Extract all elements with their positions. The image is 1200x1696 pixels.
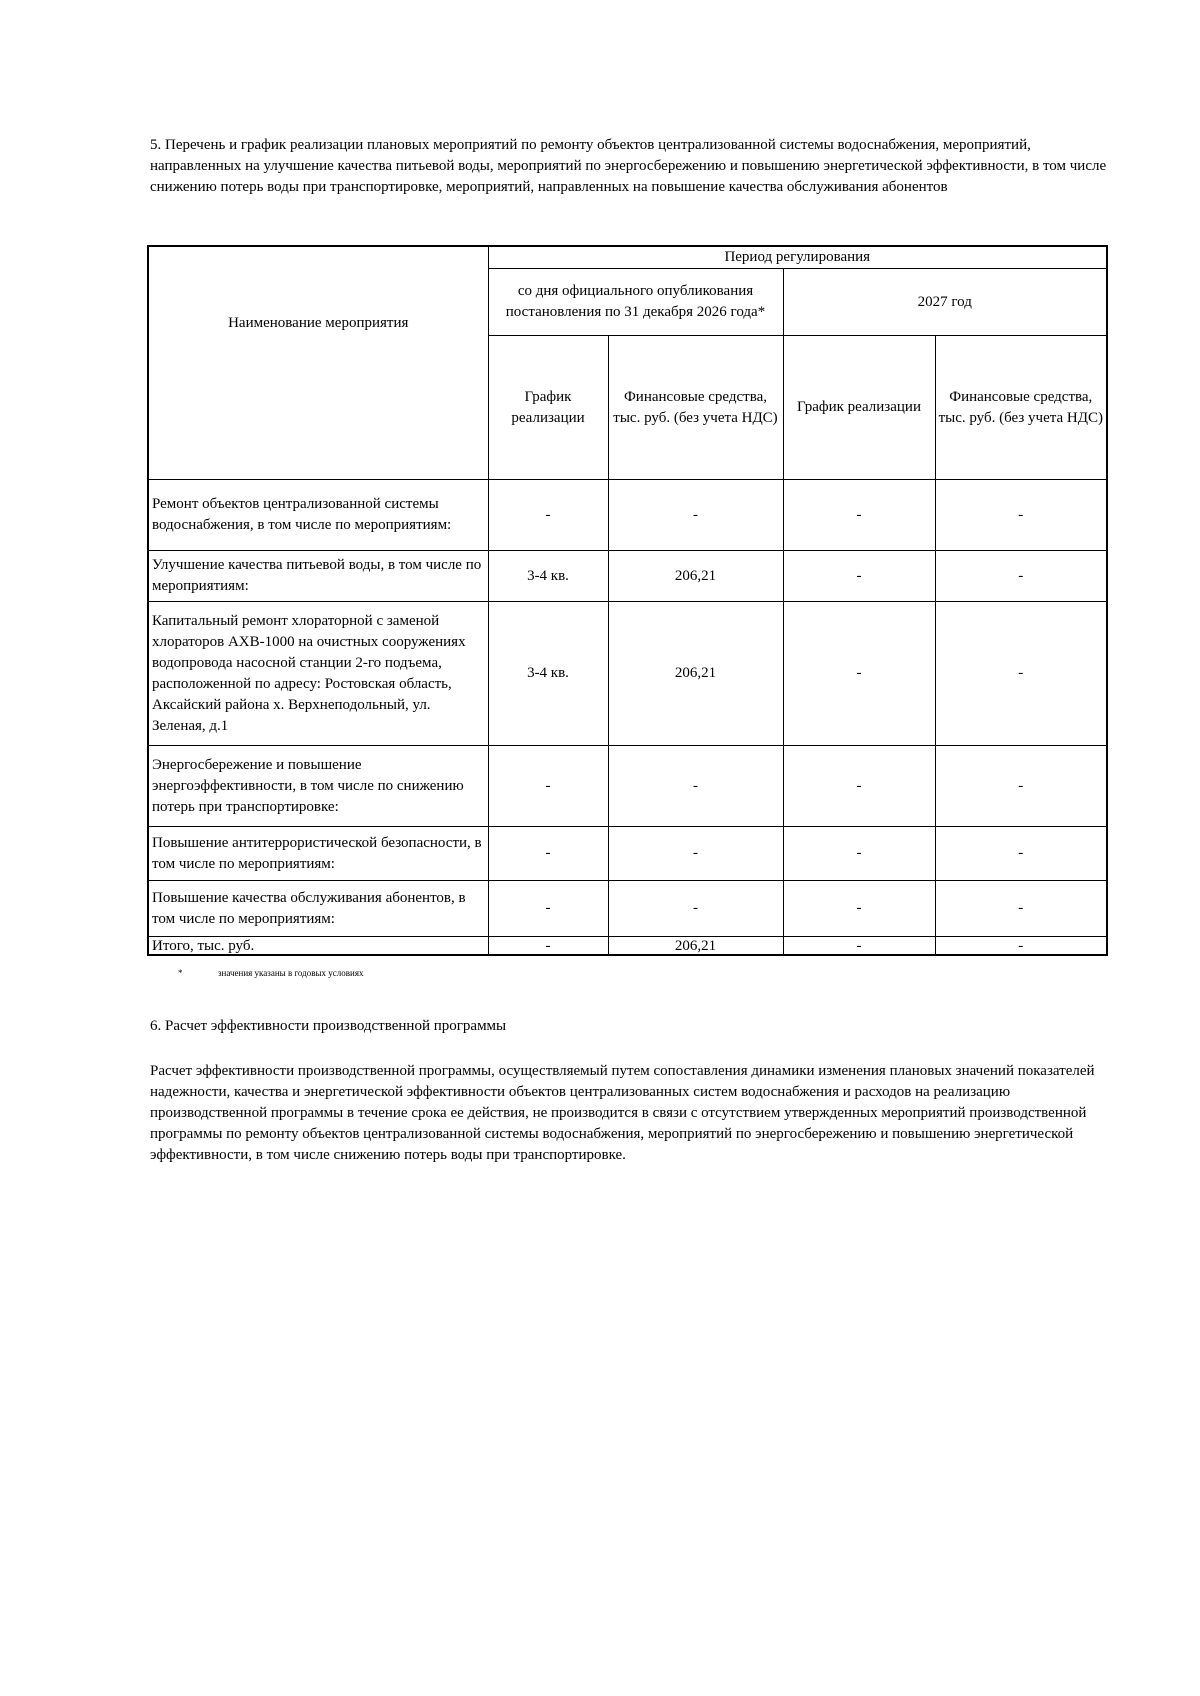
column-header-name: Наименование мероприятия — [148, 246, 488, 480]
footnote-text: значения указаны в годовых условиях — [218, 968, 364, 978]
column-header-schedule-1: График реализации — [488, 336, 608, 480]
table-row — [148, 551, 1107, 602]
total-schedule-2: - — [783, 937, 935, 956]
column-header-period: Период регулирования — [488, 246, 1107, 269]
row-name: Повышение антитеррористической безопасности, в том числе по мероприятиям: — [148, 827, 488, 881]
total-finance-1: 206,21 — [608, 937, 783, 956]
row-finance-1: - — [608, 480, 783, 551]
table-row — [148, 827, 1107, 881]
table-row — [148, 881, 1107, 937]
column-header-period-1: со дня официального опубликования постановления по 31 декабря 2026 года* — [488, 269, 783, 336]
row-name: Энергосбережение и повышение энергоэффективности, в том числе по снижению потерь при транспортировке: — [148, 746, 488, 827]
column-header-finance-1: Финансовые средства, тыс. руб. (без учета НДС) — [608, 336, 783, 480]
row-finance-2: - — [935, 602, 1107, 746]
row-schedule-1: - — [488, 746, 608, 827]
row-finance-1: 206,21 — [608, 602, 783, 746]
total-finance-2: - — [935, 937, 1107, 956]
activities-table — [147, 245, 1108, 956]
column-header-period-2: 2027 год — [783, 269, 1107, 336]
row-schedule-2: - — [783, 551, 935, 602]
row-schedule-2: - — [783, 480, 935, 551]
section-5-title: 5. Перечень и график реализации плановых мероприятий по ремонту объектов централизованной системы водоснабжения, мероприятий, направленных на улучшение качества питьевой воды, мероприятий по энергосбережению и повышению энергетической эффективности, в том числе снижению потерь воды при транспортировке, мероприятий, направленных на повышение качества обслуживания абонентов — [150, 137, 1107, 195]
section-6-body: Расчет эффективности производственной программы, осуществляемый путем сопоставления динамики изменения плановых значений показателей надежности, качества и энергетической эффективности объектов централизованных систем водоснабжения и расходов на реализацию производственной программы в течение срока ее действия, не производится в связи с отсутствием утвержденных мероприятий производственной программы по ремонту объектов централизованной системы водоснабжения, мероприятий по энергосбережению и повышению энергетической эффективности, в том числе снижению потерь воды при транспортировке. — [150, 1063, 1095, 1163]
row-finance-1: - — [608, 827, 783, 881]
row-schedule-1: - — [488, 480, 608, 551]
row-name: Капитальный ремонт хлораторной с заменой хлораторов АХВ-1000 на очистных сооружениях водопровода насосной станции 2-го подъема, расположенной по адресу: Ростовская область, Аксайский района х. Верхнеподольный, ул. Зеленая, д.1 — [148, 602, 488, 746]
column-header-finance-2: Финансовые средства, тыс. руб. (без учета НДС) — [935, 336, 1107, 480]
total-schedule-1: - — [488, 937, 608, 956]
row-finance-2: - — [935, 881, 1107, 937]
row-schedule-1: 3-4 кв. — [488, 602, 608, 746]
table-total-row — [148, 937, 1107, 956]
row-schedule-2: - — [783, 827, 935, 881]
row-name: Повышение качества обслуживания абонентов, в том числе по мероприятиям: — [148, 881, 488, 937]
row-schedule-1: 3-4 кв. — [488, 551, 608, 602]
row-schedule-2: - — [783, 881, 935, 937]
row-schedule-1: - — [488, 881, 608, 937]
footnote-mark: * — [178, 968, 183, 978]
row-finance-1: 206,21 — [608, 551, 783, 602]
row-finance-2: - — [935, 746, 1107, 827]
table-header-row — [148, 246, 1107, 269]
footnote — [178, 967, 363, 979]
row-name: Ремонт объектов централизованной системы водоснабжения, в том числе по мероприятиям: — [148, 480, 488, 551]
table-row — [148, 602, 1107, 746]
table-row — [148, 746, 1107, 827]
section-6-title: 6. Расчет эффективности производственной программы — [150, 1018, 507, 1034]
row-finance-2: - — [935, 480, 1107, 551]
table-row — [148, 480, 1107, 551]
column-header-schedule-2: График реализации — [783, 336, 935, 480]
row-finance-1: - — [608, 746, 783, 827]
row-finance-1: - — [608, 881, 783, 937]
total-label: Итого, тыс. руб. — [148, 937, 488, 956]
row-finance-2: - — [935, 551, 1107, 602]
row-schedule-1: - — [488, 827, 608, 881]
row-name: Улучшение качества питьевой воды, в том числе по мероприятиям: — [148, 551, 488, 602]
row-finance-2: - — [935, 827, 1107, 881]
row-schedule-2: - — [783, 602, 935, 746]
row-schedule-2: - — [783, 746, 935, 827]
